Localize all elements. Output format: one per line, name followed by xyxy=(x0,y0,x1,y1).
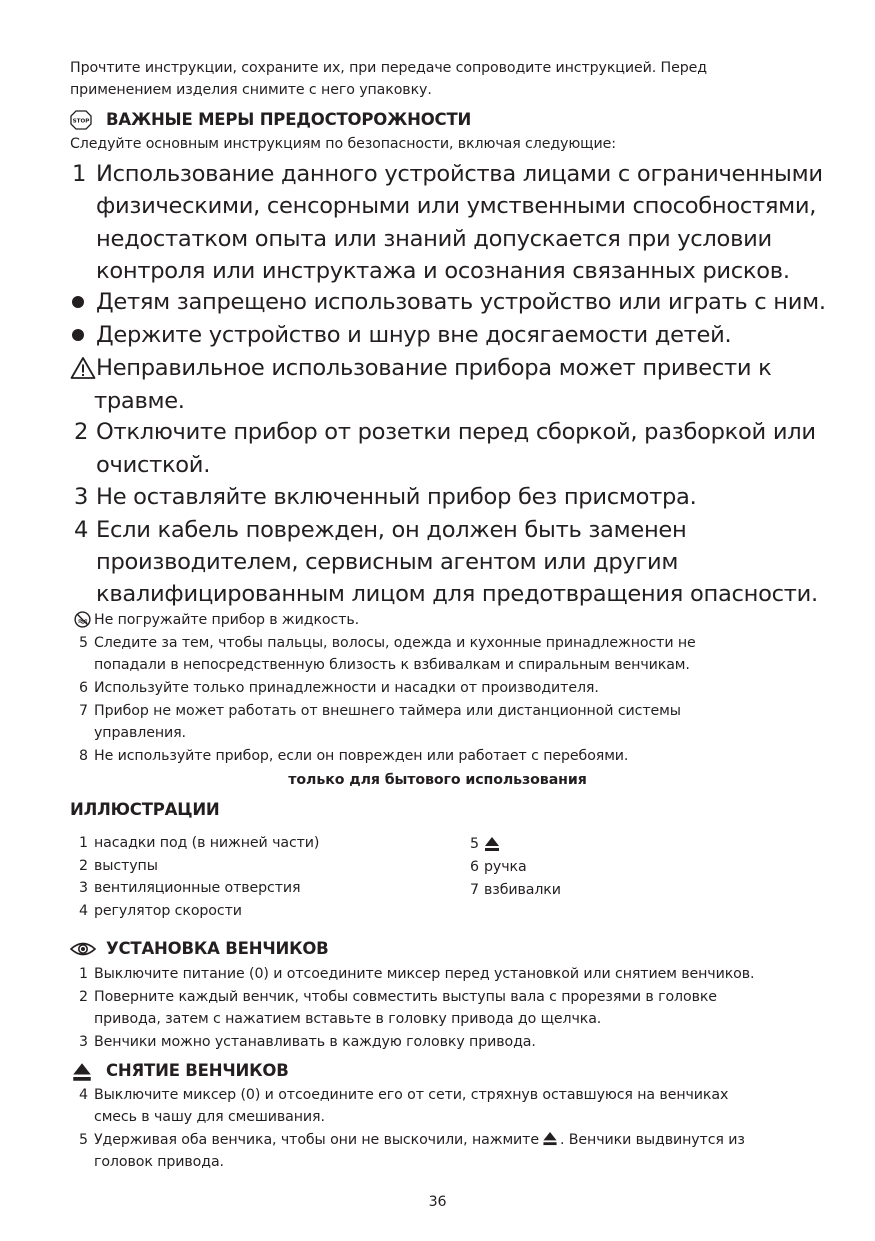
illustration-item-number: 7 xyxy=(470,882,479,898)
safety-item-7-line-1: Прибор не может работать от внешнего таймера или дистанционной системы xyxy=(94,703,681,719)
illustration-item-label: ручка xyxy=(484,859,527,875)
safety-item-6-line-1: Используйте только принадлежности и насадки от производителя. xyxy=(94,680,599,696)
household-use-note: только для бытового использования xyxy=(288,772,587,788)
safety-item-8-number: 8 xyxy=(79,748,88,764)
remove-item-5-text-b: . Венчики выдвинутся из xyxy=(559,1132,745,1148)
safety-item-3-number: 3 xyxy=(74,484,89,510)
safety-bullet-1: Детям запрещено использовать устройство или играть с ним. xyxy=(96,289,826,315)
intro-line-1: Прочтите инструкции, сохраните их, при передаче сопроводите инструкцией. Перед xyxy=(70,60,707,76)
remove-item-5-line-2: головок привода. xyxy=(94,1154,224,1170)
no-immerse-icon xyxy=(74,611,91,628)
safety-item-1-line-3: недостатком опыта или знаний допускается при условии xyxy=(96,226,772,252)
page-number: 36 xyxy=(428,1194,447,1210)
illustration-item-label: выступы xyxy=(94,858,158,874)
safety-item-5-line-2: попадали в непосредственную близость к взбивалкам и спиральным венчикам. xyxy=(94,657,690,673)
safety-item-2-line-2: очисткой. xyxy=(96,452,211,478)
remove-heading: СНЯТИЕ ВЕНЧИКОВ xyxy=(106,1061,289,1080)
illustrations-heading: ИЛЛЮСТРАЦИИ xyxy=(70,800,220,819)
remove-item-4-line-2: смесь в чашу для смешивания. xyxy=(94,1109,325,1125)
safety-item-8-line-1: Не используйте прибор, если он поврежден или работает с перебоями. xyxy=(94,748,629,764)
illustration-item-label: регулятор скорости xyxy=(94,903,242,919)
eject-icon xyxy=(72,1062,92,1082)
safety-item-2-line-1: Отключите прибор от розетки перед сборкой, разборкой или xyxy=(96,419,816,445)
safety-item-1-line-1: Использование данного устройства лицами с ограниченными xyxy=(96,161,823,187)
install-item-2-number: 2 xyxy=(79,989,88,1005)
safety-item-1-line-2: физическими, сенсорными или умственными способностями, xyxy=(96,193,817,219)
illustration-item-number: 4 xyxy=(79,903,88,919)
warning-line-2: травме. xyxy=(94,388,185,414)
illustration-item-label: взбивалки xyxy=(484,882,561,898)
remove-item-5-line-1 xyxy=(94,1129,745,1151)
safety-item-6-number: 6 xyxy=(79,680,88,696)
install-item-1-line-1: Выключите питание (0) и отсоедините миксер перед установкой или снятием венчиков. xyxy=(94,966,755,982)
safety-item-3-line-1: Не оставляйте включенный прибор без присмотра. xyxy=(96,484,697,510)
safety-item-5-number: 5 xyxy=(79,635,88,651)
remove-item-4-line-1: Выключите миксер (0) и отсоедините его от сети, стряхнув оставшуюся на венчиках xyxy=(94,1087,729,1103)
remove-item-5-text-a: Удерживая оба венчика, чтобы они не выскочили, нажмите xyxy=(94,1132,539,1148)
safety-item-4-number: 4 xyxy=(74,517,89,543)
install-item-3-number: 3 xyxy=(79,1034,88,1050)
safety-item-1-number: 1 xyxy=(72,161,87,187)
illustration-item-number: 2 xyxy=(79,858,88,874)
bullet-icon xyxy=(72,296,84,308)
remove-item-4-number: 4 xyxy=(79,1087,88,1103)
safety-item-4-line-1: Если кабель поврежден, он должен быть заменен xyxy=(96,517,687,543)
illustration-item-number: 5 xyxy=(470,836,479,852)
eject-icon xyxy=(539,1131,560,1145)
safety-item-7-number: 7 xyxy=(79,703,88,719)
stop-icon xyxy=(70,110,92,130)
safety-item-4-line-2: производителем, сервисным агентом или другим xyxy=(96,549,679,575)
safety-item-7-line-2: управления. xyxy=(94,725,186,741)
bullet-icon xyxy=(72,329,84,341)
illustration-item-label: вентиляционные отверстия xyxy=(94,880,301,896)
safety-bullet-2: Держите устройство и шнур вне досягаемости детей. xyxy=(96,322,732,348)
install-item-2-line-2: привода, затем с нажатием вставьте в головку привода до щелчка. xyxy=(94,1011,602,1027)
illustration-item-number: 3 xyxy=(79,880,88,896)
safety-item-5-line-1: Следите за тем, чтобы пальцы, волосы, одежда и кухонные принадлежности не xyxy=(94,635,696,651)
install-item-2-line-1: Поверните каждый венчик, чтобы совместить выступы вала с прорезями в головке xyxy=(94,989,717,1005)
illustration-item-number: 6 xyxy=(470,859,479,875)
warning-triangle-icon xyxy=(70,356,96,380)
intro-line-2: применением изделия снимите с него упаковку. xyxy=(70,82,432,98)
no-immerse-text: Не погружайте прибор в жидкость. xyxy=(94,612,360,628)
safety-item-2-number: 2 xyxy=(74,419,89,445)
stop-icon-text: STOP xyxy=(72,118,90,125)
eye-icon xyxy=(70,940,96,958)
warning-line-1: Неправильное использование прибора может привести к xyxy=(96,355,772,381)
safety-item-1-line-4: контроля или инструктажа и осознания связанных рисков. xyxy=(96,258,790,284)
safety-subheading: Следуйте основным инструкциям по безопасности, включая следующие: xyxy=(70,136,616,152)
illustration-item-number: 1 xyxy=(79,835,88,851)
safety-item-4-line-3: квалифицированным лицом для предотвращения опасности. xyxy=(96,581,818,607)
eject-icon xyxy=(484,836,500,852)
illustration-item-label: насадки под (в нижней части) xyxy=(94,835,320,851)
safety-heading: ВАЖНЫЕ МЕРЫ ПРЕДОСТОРОЖНОСТИ xyxy=(106,110,472,129)
install-item-3-line-1: Венчики можно устанавливать в каждую головку привода. xyxy=(94,1034,536,1050)
install-item-1-number: 1 xyxy=(79,966,88,982)
install-heading: УСТАНОВКА ВЕНЧИКОВ xyxy=(106,939,329,958)
remove-item-5-number: 5 xyxy=(79,1132,88,1148)
